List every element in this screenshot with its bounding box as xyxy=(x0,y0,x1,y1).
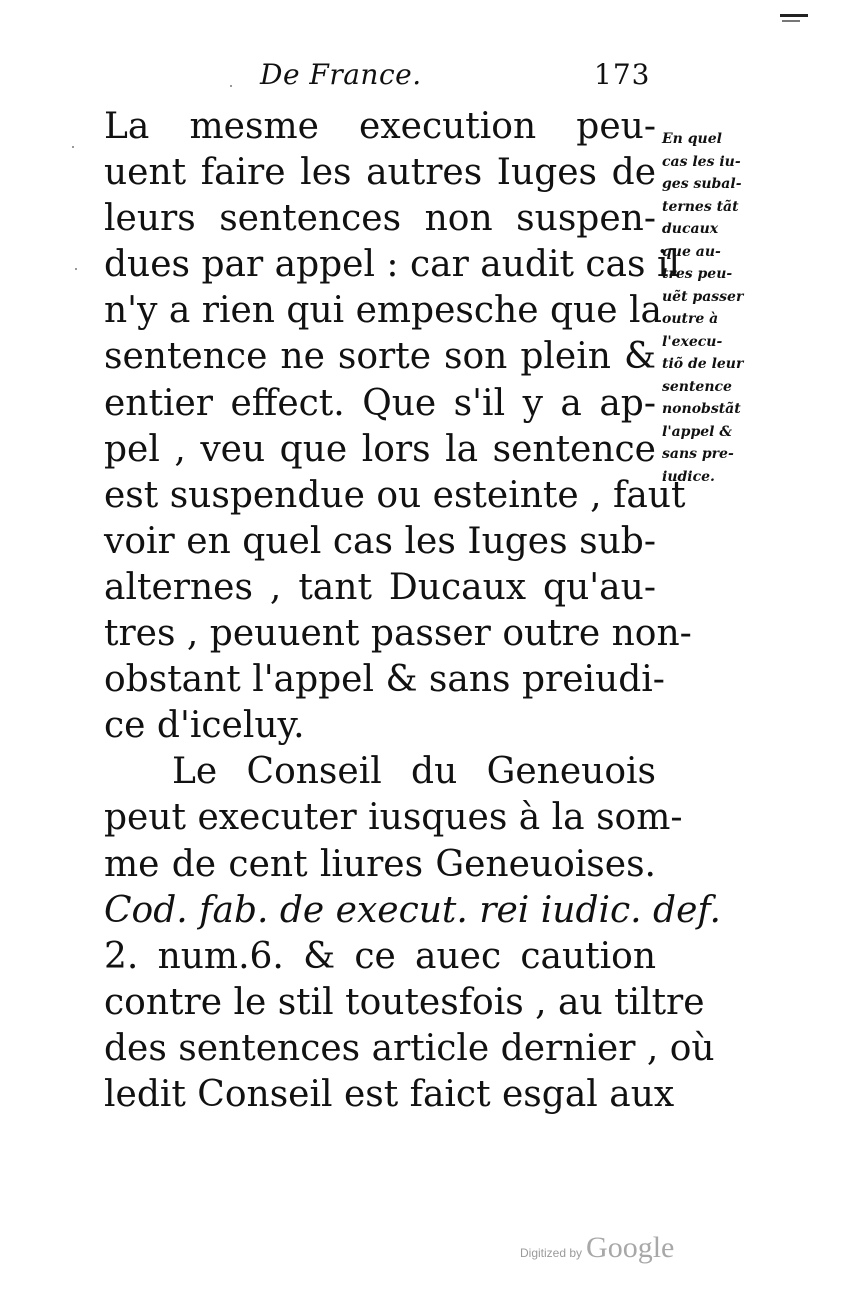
google-wordmark: Google xyxy=(586,1231,675,1264)
body-line: peut executer iusques à la som- xyxy=(104,797,683,839)
ink-speck xyxy=(75,268,77,270)
body-line: entier effect. Que s'il y a ap- xyxy=(104,382,656,424)
body-line: alternes , tant Ducaux qu'au- xyxy=(104,566,656,608)
margin-note-line: l'appel & xyxy=(662,423,732,440)
margin-note-line: sentence xyxy=(662,378,732,395)
margin-note-line: ges subal- xyxy=(662,176,742,192)
paragraph-end-line: ce d'iceluy. xyxy=(104,705,305,747)
margin-note-line: tiõ de leur xyxy=(662,356,744,372)
margin-note-line: outre à xyxy=(662,311,719,327)
body-line: tres , peuuent passer outre non- xyxy=(104,613,692,655)
body-line: dues par appel : car audit cas il xyxy=(104,244,680,286)
body-line: n'y a rien qui empesche que la xyxy=(104,290,662,332)
body-line: me de cent liures Geneuoises. xyxy=(104,843,656,885)
digitized-by-label: Digitized by xyxy=(520,1246,583,1260)
margin-note-line: l'execu- xyxy=(662,333,723,350)
margin-note-line: iudice. xyxy=(662,468,715,485)
margin-note-line: que au- xyxy=(662,243,721,260)
margin-note-line: cas les iu- xyxy=(662,153,741,170)
margin-note-line: nonobstãt xyxy=(662,401,741,417)
body-line: contre le stil toutesfois , au tiltre xyxy=(104,981,705,1023)
body-line: ledit Conseil est faict esgal aux xyxy=(104,1073,675,1115)
margin-note-line: tres peu- xyxy=(662,266,733,282)
body-line: pel , veu que lors la sentence xyxy=(104,428,656,470)
body-line: voir en quel cas les Iuges sub- xyxy=(104,520,656,562)
body-line: leurs sentences non suspen- xyxy=(104,198,656,240)
body-line: est suspendue ou esteinte , faut xyxy=(104,474,686,516)
citation-line: Cod. fab. de execut. rei iudic. def. xyxy=(104,889,721,931)
paragraph-start-line: Le Conseil du Geneuois xyxy=(172,751,656,793)
margin-note xyxy=(662,128,772,488)
body-line: uent faire les autres Iuges de xyxy=(104,152,656,194)
body-line: La mesme execution peu- xyxy=(104,106,656,147)
body-line: des sentences article dernier , où xyxy=(104,1027,715,1069)
ink-speck xyxy=(72,146,74,148)
body-line: sentence ne sorte son plein & xyxy=(104,336,656,378)
digitized-by-watermark xyxy=(520,1231,674,1265)
margin-note-line: ternes tãt xyxy=(662,198,739,215)
corner-ink-mark xyxy=(780,14,808,17)
ink-speck xyxy=(230,85,232,87)
body-line: obstant l'appel & sans preiudi- xyxy=(104,659,665,701)
page-number: 173 xyxy=(594,58,651,91)
margin-note-line: uẽt passer xyxy=(662,288,744,305)
margin-note-line: ducaux xyxy=(662,221,719,237)
margin-note-line: sans pre- xyxy=(662,446,734,462)
running-head: De France. xyxy=(260,58,422,91)
margin-note-line: En quel xyxy=(662,131,722,147)
body-line: 2. num.6. & ce auec caution xyxy=(104,935,656,977)
